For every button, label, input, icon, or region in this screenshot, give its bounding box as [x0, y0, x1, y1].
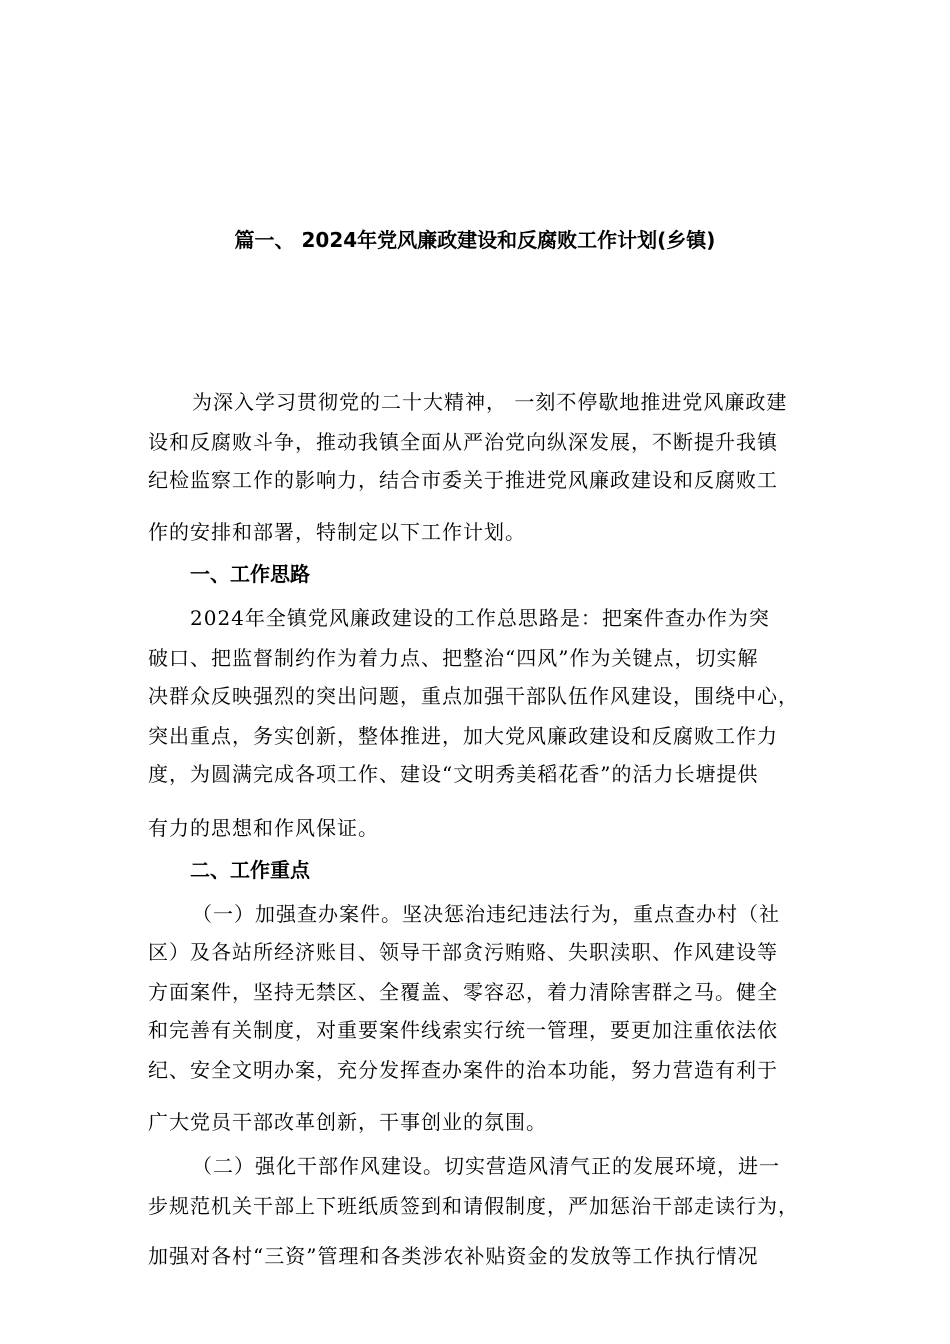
- section2-para1-line-6: 广大党员干部改革创新，干事创业的氛围。: [148, 1110, 547, 1134]
- document-title: 篇一、 2024年党风廉政建设和反腐败工作计划(乡镇): [234, 228, 716, 252]
- section1-line-3: 决群众反映强烈的突出问题，重点加强干部队伍作风建设，围绕中心，: [148, 684, 799, 708]
- section2-para2-line-2: 步规范机关干部上下班纸质签到和请假制度，严加惩治干部走读行为，: [148, 1194, 799, 1218]
- section2-para1-line-5: 纪、安全文明办案，充分发挥查办案件的治本功能，努力营造有利于: [148, 1058, 778, 1082]
- section2-para1-line-1: （一）加强查办案件。坚决惩治违纪违法行为，重点查办村（社: [192, 902, 780, 926]
- section1-line-6: 有力的思想和作风保证。: [148, 816, 379, 840]
- section2-para2-line-3: 加强对各村“三资”管理和各类涉农补贴资金的发放等工作执行情况: [148, 1244, 759, 1268]
- section2-para1-line-4: 和完善有关制度，对重要案件线索实行统一管理，要更加注重依法依: [148, 1018, 778, 1042]
- section2-para1-line-2: 区）及各站所经济账目、领导干部贪污贿赂、失职渎职、作风建设等: [148, 940, 778, 964]
- section1-line-1: 2024年全镇党风廉政建设的工作总思路是：把案件查办作为突: [190, 606, 770, 630]
- section1-line-4: 突出重点，务实创新，整体推进，加大党风廉政建设和反腐败工作力: [148, 724, 778, 748]
- section-heading-1: 一、工作思路: [190, 562, 310, 586]
- section2-para1-line-3: 方面案件，坚持无禁区、全覆盖、零容忍，着力清除害群之马。健全: [148, 980, 778, 1004]
- intro-line-3: 纪检监察工作的影响力，结合市委关于推进党风廉政建设和反腐败工: [148, 468, 778, 492]
- intro-line-4: 作的安排和部署，特制定以下工作计划。: [148, 520, 526, 544]
- intro-line-1: 为深入学习贯彻党的二十大精神， 一刻不停歇地推进党风廉政建: [192, 390, 788, 414]
- section-heading-2: 二、工作重点: [190, 858, 310, 882]
- section1-line-2: 破口、把监督制约作为着力点、把整治“四风”作为关键点，切实解: [148, 646, 759, 670]
- intro-line-2: 设和反腐败斗争，推动我镇全面从严治党向纵深发展，不断提升我镇: [148, 430, 778, 454]
- section1-line-5: 度，为圆满完成各项工作、建设“文明秀美稻花香”的活力长塘提供: [148, 762, 759, 786]
- section2-para2-line-1: （二）强化干部作风建设。切实营造风清气正的发展环境，进一: [192, 1154, 780, 1178]
